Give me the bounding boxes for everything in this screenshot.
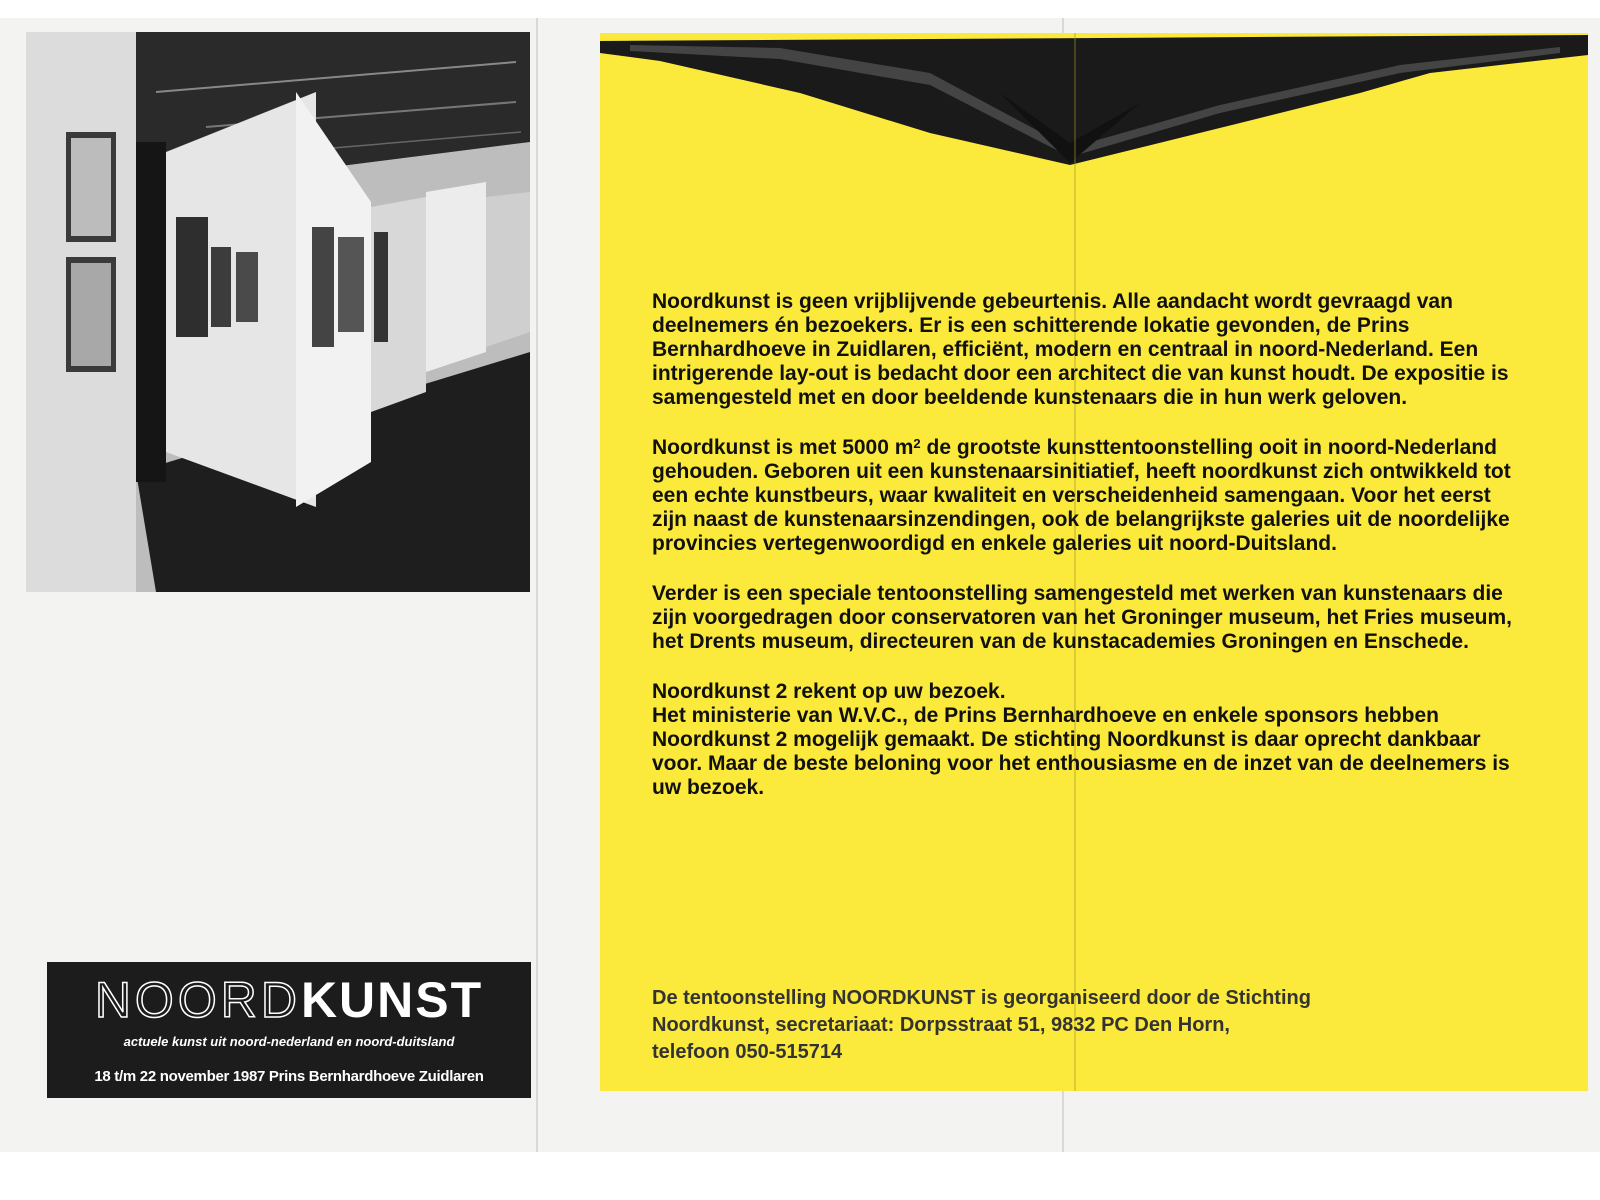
paragraph-size-start: Noordkunst is met 5000 m	[652, 436, 914, 459]
scan-margin	[0, 1152, 1600, 1200]
gallery-photo-drawing	[26, 32, 530, 592]
logo-word-solid: KUNST	[300, 972, 484, 1028]
noordkunst-logo-block	[47, 962, 531, 1098]
paragraph-size	[652, 436, 1512, 556]
yellow-text-panel	[600, 33, 1588, 1091]
paragraph-intro: Noordkunst is geen vrijblijvende gebeurtenis. Alle aandacht wordt gevraagd van deelnemers én bezoekers. Er is een schitterende lokatie gevonden, de Prins Bernhardhoeve in Zuidlaren, efficiënt, modern en centraal in noord-Nederland. Een intrigerende lay-out is bedacht door een architect die van kunst houdt. De expositie is samengesteld met en door beeldende kunstenaars die in hun werk geloven.	[652, 290, 1509, 409]
gallery-photo	[26, 32, 530, 592]
logo-subtitle: actuele kunst uit noord-nederland en noord-duitsland	[123, 1034, 455, 1049]
superscript-2: 2	[913, 436, 921, 451]
footer-line-3: telefoon 050-515714	[652, 1041, 843, 1063]
footer-line-1: De tentoonstelling NOORDKUNST is georganiseerd door de Stichting	[652, 987, 1311, 1009]
paragraph-sponsors-rest: Het ministerie van W.V.C., de Prins Bernhardhoeve en enkele sponsors hebben Noordkunst 2 mogelijk gemaakt. De stichting Noordkunst is daar oprecht dankbaar voor. Maar de beste beloning voor het enthousiasme en de inzet van de deelnemers is uw bezoek.	[652, 704, 1510, 799]
footer-line-2: Noordkunst, secretariaat: Dorpsstraat 51, 9832 PC Den Horn,	[652, 1014, 1230, 1036]
paragraph-size-rest: de grootste kunsttentoonstelling ooit in noord-Nederland gehouden. Geboren uit een kunstenaarsinitiatief, heeft noordkunst zich ontwikkeld tot een echte kunstbeurs, waar kwaliteit en verscheidenheid samengaan. Voor het eerst zijn naast de kunstenaarsinzendingen, ook de belangrijkste galeries uit de noordelijke provincies vertegenwoordigd en enkele galeries uit noord-Duitsland.	[652, 436, 1511, 555]
body-text	[652, 290, 1512, 826]
paragraph-sponsors-line1: Noordkunst 2 rekent op uw bezoek.	[652, 680, 1006, 703]
fold-line-left	[536, 18, 538, 1152]
logo-word-outline: NOORD	[94, 972, 301, 1028]
organizer-footer	[652, 985, 1512, 1066]
ink-smear-decoration	[600, 33, 1588, 173]
noordkunst-logo	[47, 970, 531, 1030]
paragraph-sponsors	[652, 680, 1512, 800]
event-date-venue: 18 t/m 22 november 1987 Prins Bernhardhoeve Zuidlaren	[94, 1068, 484, 1085]
paragraph-special-exhibition: Verder is een speciale tentoonstelling samengesteld met werken van kunstenaars die zijn voorgedragen door conservatoren van het Groninger museum, het Fries museum, het Drents museum, directeuren van de kunstacademies Groningen en Enschede.	[652, 582, 1513, 653]
